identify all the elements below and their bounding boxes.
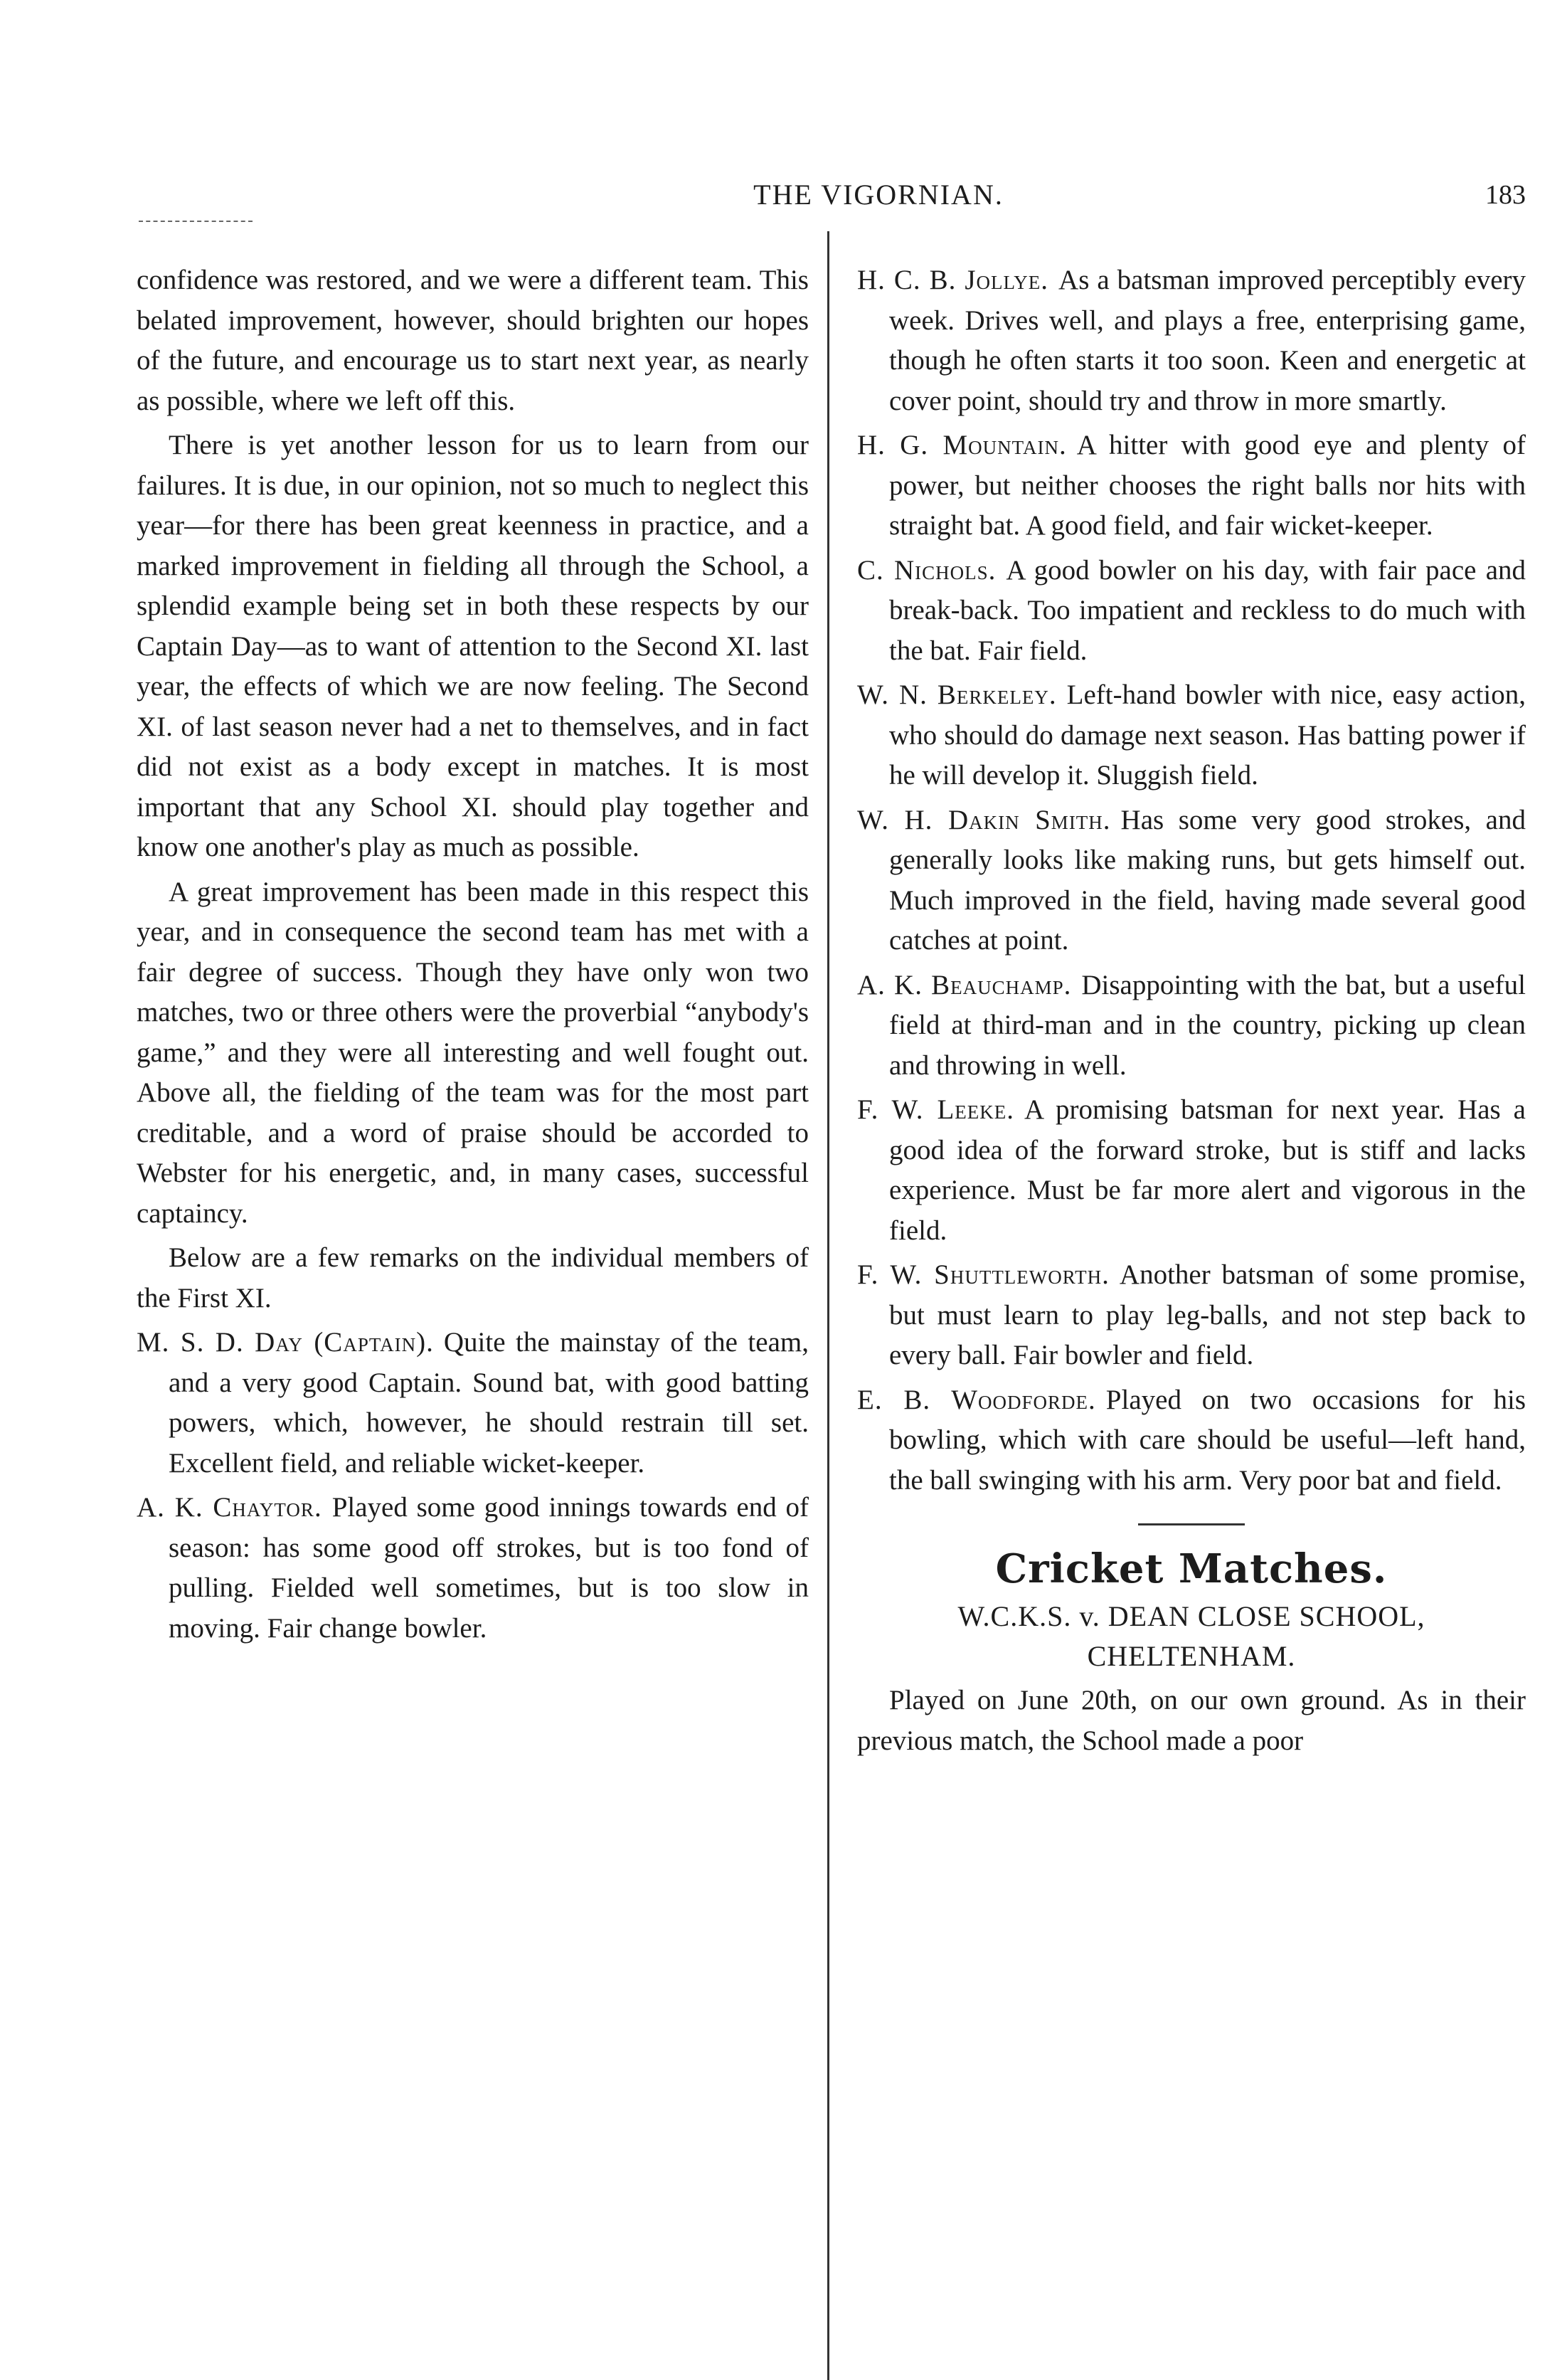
player-remark: Left-hand bowler with nice, easy action, who should do damage next season. Has batting power if he will develop it. Sluggish field. bbox=[889, 679, 1526, 790]
player-entry bbox=[857, 1255, 1526, 1376]
paragraph: Below are a few remarks on the individual members of the First XI. bbox=[137, 1242, 809, 1313]
column-divider bbox=[827, 231, 829, 2380]
player-entry bbox=[137, 1323, 809, 1483]
player-entry bbox=[857, 551, 1526, 672]
left-column bbox=[137, 260, 809, 1653]
page-header bbox=[139, 178, 1526, 222]
player-remark: Quite the mainstay of the team, and a very good Captain. Sound bat, with good batting powers, which, however, he should restrain till set. Excellent field, and reliable wicket-keeper. bbox=[169, 1327, 809, 1479]
player-name: H. C. B. Jollye. bbox=[857, 265, 1049, 295]
match-title-line: W.C.K.S. v. DEAN CLOSE SCHOOL, bbox=[957, 1600, 1425, 1632]
running-title: THE VIGORNIAN. bbox=[753, 179, 1004, 211]
player-name: H. G. Mountain. bbox=[857, 430, 1067, 460]
player-entry bbox=[857, 1380, 1526, 1501]
player-name: A. K. Chaytor. bbox=[137, 1492, 322, 1523]
player-entry bbox=[857, 966, 1526, 1086]
player-entry bbox=[857, 800, 1526, 961]
paragraph: A great improvement has been made in this respect this year, and in consequence the second team has met with a fair degree of success. Though they have only won two matches, two or three others were the proverbial “anybody's game,” and they were all interesting and well fought out. Above all, the fielding of the team was for the most part creditable, and a word of praise should be accorded to Webster for his energetic, and, in many cases, successful captaincy. bbox=[137, 876, 809, 1229]
player-remark: A hitter with good eye and plenty of power, but neither chooses the right balls nor hits with straight bat. A good field, and fair wicket-keeper. bbox=[889, 430, 1526, 541]
player-remark: A good bowler on his day, with fair pace and break-back. Too impatient and reckless to do much with the bat. Fair field. bbox=[889, 554, 1526, 666]
player-name: E. B. Woodforde. bbox=[857, 1384, 1096, 1415]
player-entry bbox=[857, 1090, 1526, 1251]
player-remark: Disappointing with the bat, but a useful field at third-man and in the country, picking up clean and throwing in well. bbox=[889, 969, 1526, 1081]
player-entry bbox=[137, 1488, 809, 1649]
right-column bbox=[857, 260, 1526, 1765]
player-name: F. W. Leeke. bbox=[857, 1094, 1015, 1125]
player-remark: Another batsman of some promise, but must learn to play leg-balls, and not step back to every ball. Fair bowler and field. bbox=[889, 1259, 1526, 1370]
player-remark: Has some very good strokes, and generally looks like making runs, but gets himself out. Much improved in the field, having made several good catches at point. bbox=[889, 804, 1526, 956]
paragraph: confidence was restored, and we were a different team. This belated improvement, however, should brighten our hopes of the future, and encourage us to start next year, as nearly as possible, where we left off this. bbox=[137, 265, 809, 416]
page-number: 183 bbox=[1485, 180, 1526, 210]
player-remark: As a batsman improved perceptibly every week. Drives well, and plays a free, enterprising game, though he often starts it too soon. Keen and energetic at cover point, should try and throw in more smartly. bbox=[889, 265, 1526, 416]
section-divider bbox=[1138, 1523, 1245, 1525]
header-rule bbox=[139, 221, 253, 222]
player-name: W. N. Berkeley. bbox=[857, 679, 1057, 710]
player-name: M. S. D. Day (Captain). bbox=[137, 1327, 434, 1358]
player-name: W. H. Dakin Smith. bbox=[857, 804, 1111, 835]
player-name: C. Nichols. bbox=[857, 554, 997, 586]
player-name: A. K. Beauchamp. bbox=[857, 969, 1072, 1000]
player-name: F. W. Shuttleworth. bbox=[857, 1259, 1110, 1290]
player-entry bbox=[857, 675, 1526, 796]
section-title: Cricket Matches. bbox=[995, 1545, 1388, 1592]
player-remark: Played some good innings towards end of season: has some good off strokes, but is too fond of pulling. Fielded well sometimes, but is too slow in moving. Fair change bowler. bbox=[169, 1492, 809, 1644]
player-remark: Played on two occasions for his bowling, which with care should be useful—left hand, the ball swinging with his arm. Very poor bat and field. bbox=[889, 1384, 1526, 1496]
match-title bbox=[857, 1597, 1526, 1676]
player-entry bbox=[857, 260, 1526, 421]
player-entry bbox=[857, 425, 1526, 546]
paragraph: There is yet another lesson for us to learn from our failures. It is due, in our opinion, not so much to neglect this year—for there has been great keenness in practice, and a marked improvement in fielding all through the School, a splendid example being set in both these respects by our Captain Day—as to want of attention to the Second XI. last year, the effects of which we are now feeling. The Second XI. of last season never had a net to themselves, and in fact did not exist as a body except in matches. It is most important that any School XI. should play together and know one another's play as much as possible. bbox=[137, 430, 809, 862]
paragraph: Played on June 20th, on our own ground. As in their previous match, the School made a poor bbox=[857, 1685, 1526, 1756]
match-title-line: CHELTENHAM. bbox=[1087, 1640, 1296, 1672]
player-remark: A promising batsman for next year. Has a good idea of the forward stroke, but is stiff and lacks experience. Must be far more alert and vigorous in the field. bbox=[889, 1094, 1526, 1246]
